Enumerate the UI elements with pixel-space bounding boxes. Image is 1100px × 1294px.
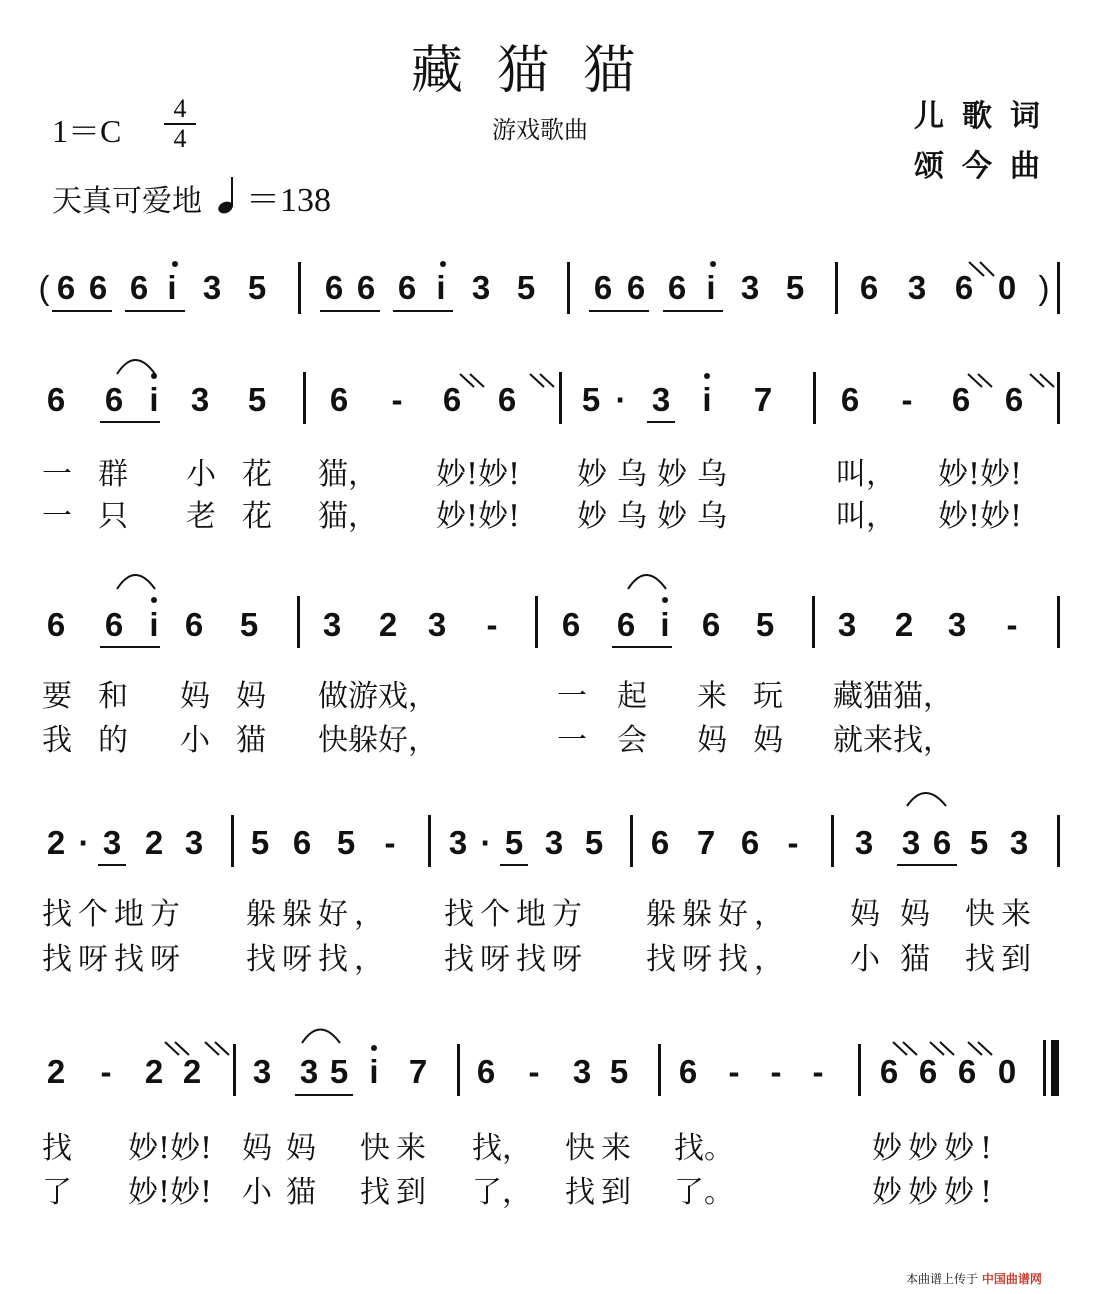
note: 6 [88, 269, 108, 306]
underline [295, 1094, 353, 1096]
note: - [100, 1053, 112, 1090]
note: i [369, 1053, 379, 1090]
note: 5 [504, 824, 524, 861]
note: · [615, 381, 627, 418]
lyric: 找呀找呀 [42, 942, 186, 977]
note: 5 [969, 824, 989, 861]
song-subtitle: 游戏歌曲 [492, 116, 588, 144]
note: 3 [740, 269, 760, 306]
lyric: 躲躲好， [646, 897, 790, 932]
note: 3 [448, 824, 468, 861]
underline [647, 421, 675, 423]
lyric: 猫， [318, 457, 378, 492]
barline [428, 815, 431, 867]
note: 3 [947, 606, 967, 643]
lyric: 妙乌妙乌 [577, 457, 737, 492]
note: 6 [626, 269, 646, 306]
high-dot [172, 261, 178, 267]
lyric: 找个地方 [444, 897, 588, 932]
note: 6 [184, 606, 204, 643]
high-dot [710, 261, 716, 267]
note: 2 [144, 824, 164, 861]
note: 5 [584, 824, 604, 861]
lyric: 小花 [186, 457, 298, 492]
lyric: 一会 [557, 723, 677, 758]
note: 6 [442, 381, 462, 418]
lyric: 藏猫猫， [833, 679, 953, 714]
note: i [149, 381, 159, 418]
lyric: 找呀找呀 [444, 942, 588, 977]
lyric: 妈妈 [697, 723, 809, 758]
note: 6 [497, 381, 517, 418]
note: 5 [516, 269, 536, 306]
underline [52, 310, 112, 312]
barline [812, 596, 815, 648]
note: 7 [696, 824, 716, 861]
lyric: 找个地方 [42, 897, 186, 932]
barline [1057, 262, 1060, 314]
note: 6 [104, 606, 124, 643]
note: 3 [1009, 824, 1029, 861]
note: 6 [932, 824, 952, 861]
note: 3 [299, 1053, 319, 1090]
note: 6 [561, 606, 581, 643]
lyric: 妈妈 [180, 679, 292, 714]
note: 2 [144, 1053, 164, 1090]
lyric: 找到 [965, 942, 1037, 977]
underline [100, 421, 160, 423]
note: 3 [572, 1053, 592, 1090]
lyric: 快来 [965, 897, 1037, 932]
note: 5 [609, 1053, 629, 1090]
note: - [901, 381, 913, 418]
lyric: 找 [42, 1131, 72, 1166]
lyric: 了 [42, 1175, 72, 1210]
note: 2 [46, 824, 66, 861]
note: 5 [336, 824, 356, 861]
note: i [702, 381, 712, 418]
note: 5 [247, 381, 267, 418]
underline [612, 646, 672, 648]
lyric: 一起 [557, 679, 677, 714]
lyric: 妙!妙! [436, 457, 521, 492]
note: i [660, 606, 670, 643]
note: i [149, 606, 159, 643]
note: 3 [184, 824, 204, 861]
note: 6 [957, 1053, 977, 1090]
note: - [787, 824, 799, 861]
note: - [1006, 606, 1018, 643]
lyric: 一群 [42, 457, 154, 492]
note: 6 [397, 269, 417, 306]
note: 2 [182, 1053, 202, 1090]
underline [320, 310, 380, 312]
note: 3 [102, 824, 122, 861]
note: 7 [753, 381, 773, 418]
final-barline-thin [1043, 1040, 1046, 1096]
note: · [480, 824, 492, 861]
note: 3 [901, 824, 921, 861]
note: 6 [616, 606, 636, 643]
note: 7 [408, 1053, 428, 1090]
key-text: 1＝C [52, 113, 122, 149]
barline [1057, 372, 1060, 424]
lyric: 我的 [42, 723, 154, 758]
barline [567, 262, 570, 314]
lyric: 叫， [836, 499, 896, 534]
note: - [728, 1053, 740, 1090]
barline [535, 596, 538, 648]
note: 3 [190, 381, 210, 418]
note: 3 [544, 824, 564, 861]
note: 6 [104, 381, 124, 418]
note: 5 [581, 381, 601, 418]
note: - [384, 824, 396, 861]
lyric: 妙!妙! [938, 457, 1023, 492]
tempo-value: ＝138 [246, 182, 331, 219]
high-dot [151, 597, 157, 603]
underline [897, 864, 957, 866]
high-dot [662, 597, 668, 603]
note: 6 [46, 606, 66, 643]
barline [1057, 815, 1060, 867]
note: 0 [997, 269, 1017, 306]
note: 0 [997, 1053, 1017, 1090]
note: 6 [129, 269, 149, 306]
note: 6 [593, 269, 613, 306]
lyric: 妈妈 [242, 1131, 330, 1166]
lyric: 妙妙妙! [872, 1131, 999, 1166]
lyric: 妙乌妙乌 [577, 499, 737, 534]
lyric: 快来 [360, 1131, 432, 1166]
note: 3 [427, 606, 447, 643]
note: 6 [951, 381, 971, 418]
note: 6 [859, 269, 879, 306]
barline [813, 372, 816, 424]
note: 5 [239, 606, 259, 643]
note: 6 [292, 824, 312, 861]
note: 6 [356, 269, 376, 306]
lyric: 一只 [42, 499, 154, 534]
note: 6 [650, 824, 670, 861]
note: 3 [854, 824, 874, 861]
note: - [812, 1053, 824, 1090]
barline [298, 262, 301, 314]
lyric: 找。 [674, 1131, 734, 1166]
lyric: 做游戏， [318, 679, 438, 714]
lyric: 了。 [674, 1175, 734, 1210]
final-barline-thick [1051, 1040, 1059, 1096]
note: 6 [476, 1053, 496, 1090]
note: 6 [840, 381, 860, 418]
lyric: 妙!妙! [128, 1175, 213, 1210]
note: ( [38, 269, 50, 306]
note: 3 [837, 606, 857, 643]
note: 6 [879, 1053, 899, 1090]
lyric: 躲躲好， [246, 897, 390, 932]
note: - [528, 1053, 540, 1090]
note: i [167, 269, 177, 306]
underline [125, 310, 185, 312]
lyric: 找呀找， [646, 942, 790, 977]
lyric: 妈妈 [850, 897, 950, 932]
underline [663, 310, 723, 312]
note: 3 [471, 269, 491, 306]
barline [303, 372, 306, 424]
note: i [706, 269, 716, 306]
barline [1057, 596, 1060, 648]
barline [831, 815, 834, 867]
lyric: 了， [472, 1175, 532, 1210]
note: 3 [651, 381, 671, 418]
lyric: 叫， [836, 457, 896, 492]
barline [559, 372, 562, 424]
underline [98, 864, 126, 866]
note: - [770, 1053, 782, 1090]
note: 6 [1004, 381, 1024, 418]
barline [835, 262, 838, 314]
lyric: 小猫 [180, 723, 292, 758]
lyric: 小猫 [242, 1175, 330, 1210]
time-bottom: 4 [173, 124, 187, 153]
lyricist: 儿歌词 [914, 99, 1058, 134]
tempo-label: 天真可爱地 [52, 184, 202, 219]
note: 5 [250, 824, 270, 861]
time-top: 4 [173, 94, 187, 123]
note: · [78, 824, 90, 861]
note: 6 [56, 269, 76, 306]
song-title: 藏猫猫 [410, 41, 669, 101]
note: 6 [46, 381, 66, 418]
barline [658, 1044, 661, 1096]
underline [500, 864, 528, 866]
watermark [906, 1270, 1042, 1287]
note: - [486, 606, 498, 643]
site-link[interactable]: 中国曲谱网 [981, 1272, 1042, 1286]
lyric: 就来找， [833, 723, 953, 758]
lyric: 老花 [186, 499, 298, 534]
lyric: 找， [472, 1131, 532, 1166]
note: 6 [678, 1053, 698, 1090]
composer: 颂今曲 [914, 149, 1058, 184]
barline [630, 815, 633, 867]
note: - [391, 381, 403, 418]
lyric: 找到 [360, 1175, 432, 1210]
lyric: 快躲好， [318, 723, 438, 758]
note: 5 [329, 1053, 349, 1090]
underline [589, 310, 649, 312]
note: 3 [322, 606, 342, 643]
note: 6 [918, 1053, 938, 1090]
note: 6 [740, 824, 760, 861]
upload-text: 本曲谱上传于 [906, 1272, 979, 1286]
lyric: 来玩 [697, 679, 809, 714]
note: 5 [247, 269, 267, 306]
high-dot [151, 373, 157, 379]
lyric: 要和 [42, 679, 154, 714]
note: 6 [324, 269, 344, 306]
note: i [436, 269, 446, 306]
lyric: 妙!妙! [938, 499, 1023, 534]
note: 5 [785, 269, 805, 306]
lyric: 妙妙妙! [872, 1175, 999, 1210]
lyric: 找到 [565, 1175, 637, 1210]
lyric: 妙!妙! [128, 1131, 213, 1166]
note: 5 [755, 606, 775, 643]
note: 6 [954, 269, 974, 306]
lyric: 小猫 [850, 942, 950, 977]
note: ) [1038, 269, 1050, 306]
lyric: 快来 [565, 1131, 637, 1166]
lyric: 妙!妙! [436, 499, 521, 534]
note: 6 [701, 606, 721, 643]
high-dot [371, 1045, 377, 1051]
high-dot [704, 373, 710, 379]
lyric: 找呀找， [246, 942, 390, 977]
barline [231, 815, 234, 867]
barline [233, 1044, 236, 1096]
barline [457, 1044, 460, 1096]
underline [393, 310, 453, 312]
note: 2 [378, 606, 398, 643]
note: 3 [202, 269, 222, 306]
barline [858, 1044, 861, 1096]
high-dot [440, 261, 446, 267]
note: 2 [894, 606, 914, 643]
lyric: 猫， [318, 499, 378, 534]
underline [100, 646, 160, 648]
note: 6 [667, 269, 687, 306]
note: 6 [329, 381, 349, 418]
note: 2 [46, 1053, 66, 1090]
barline [297, 596, 300, 648]
note: 3 [252, 1053, 272, 1090]
note: 3 [907, 269, 927, 306]
